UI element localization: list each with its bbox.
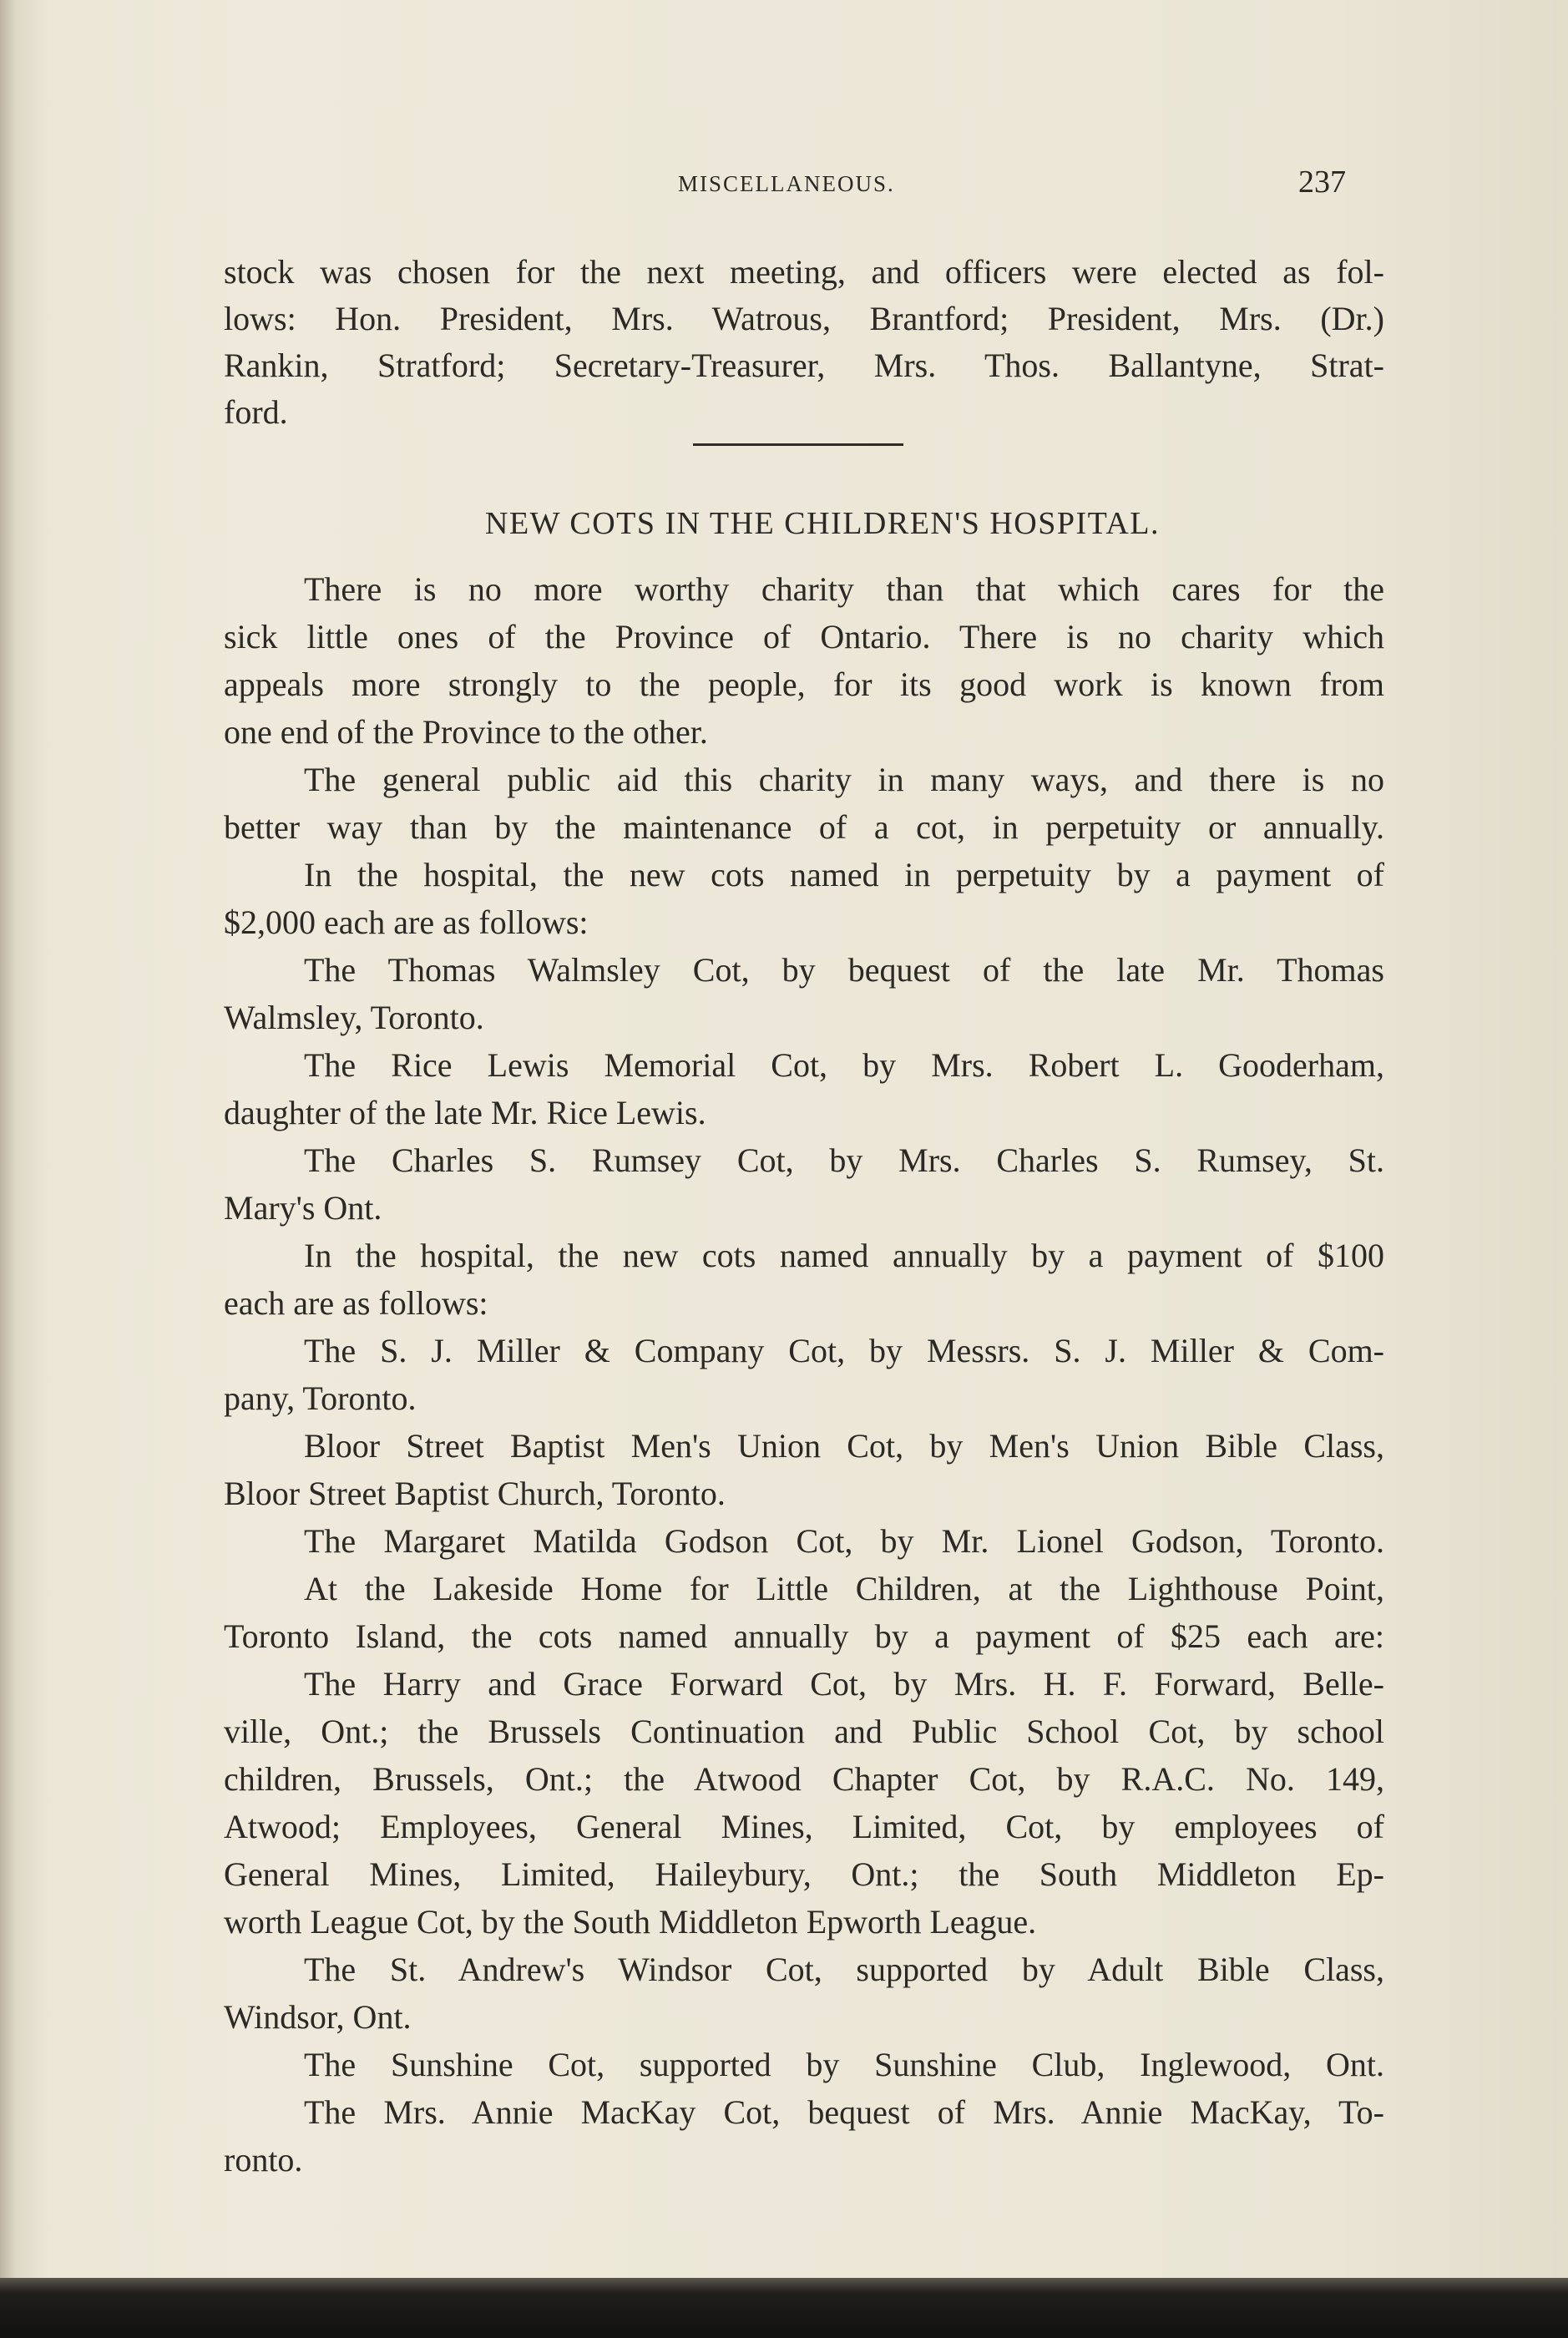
- text-line: The Sunshine Cot, supported by Sunshine Club, Inglewood, Ont.: [304, 2046, 1384, 2083]
- scan-bottom-edge: [0, 2278, 1568, 2338]
- text-line: appeals more strongly to the people, for its good work is known from: [224, 665, 1384, 703]
- text-line: one end of the Province to the other.: [224, 713, 708, 751]
- text-line: stock was chosen for the next meeting, and officers were elected as fol-: [224, 253, 1384, 291]
- text-line: The Mrs. Annie MacKay Cot, bequest of Mrs. Annie MacKay, To-: [304, 2093, 1384, 2131]
- text-line: The Margaret Matilda Godson Cot, by Mr. Lionel Godson, Toronto.: [304, 1522, 1384, 1560]
- text-line: Windsor, Ont.: [224, 1998, 412, 2036]
- text-line: The S. J. Miller & Company Cot, by Messrs. S. J. Miller & Com-: [304, 1332, 1384, 1369]
- text-line: ville, Ont.; the Brussels Continuation and Public School Cot, by school: [224, 1713, 1384, 1750]
- text-line: At the Lakeside Home for Little Children, at the Lighthouse Point,: [304, 1570, 1384, 1607]
- text-line: In the hospital, the new cots named in perpetuity by a payment of: [304, 856, 1384, 893]
- gutter-shadow: [0, 0, 15, 2338]
- text-line: Bloor Street Baptist Men's Union Cot, by Men's Union Bible Class,: [304, 1427, 1384, 1465]
- page-number: 237: [1298, 164, 1346, 200]
- text-line: Walmsley, Toronto.: [224, 999, 484, 1036]
- text-line: Toronto Island, the cots named annually by a payment of $25 each are:: [224, 1617, 1384, 1655]
- text-line: Rankin, Stratford; Secretary-Treasurer, Mrs. Thos. Ballantyne, Strat-: [224, 347, 1384, 384]
- text-line: ford.: [224, 393, 288, 431]
- text-line: The Rice Lewis Memorial Cot, by Mrs. Robert L. Gooderham,: [304, 1046, 1384, 1084]
- section-title: NEW COTS IN THE CHILDREN'S HOSPITAL.: [485, 506, 1160, 541]
- text-line: sick little ones of the Province of Ontario. There is no charity which: [224, 618, 1384, 655]
- text-line: lows: Hon. President, Mrs. Watrous, Brantford; President, Mrs. (Dr.): [224, 300, 1384, 337]
- text-line: $2,000 each are as follows:: [224, 903, 589, 941]
- text-line: The Thomas Walmsley Cot, by bequest of the late Mr. Thomas: [304, 951, 1384, 989]
- text-line: The general public aid this charity in many ways, and there is no: [304, 761, 1384, 798]
- text-line: The Harry and Grace Forward Cot, by Mrs. H. F. Forward, Belle-: [304, 1665, 1384, 1703]
- text-line: Bloor Street Baptist Church, Toronto.: [224, 1475, 726, 1512]
- text-line: ronto.: [224, 2141, 303, 2179]
- running-head: MISCELLANEOUS.: [678, 171, 895, 196]
- section-divider-rule: [693, 443, 903, 446]
- text-line: The Charles S. Rumsey Cot, by Mrs. Charles S. Rumsey, St.: [304, 1141, 1384, 1179]
- text-line: General Mines, Limited, Haileybury, Ont.; the South Middleton Ep-: [224, 1855, 1384, 1893]
- text-line: Atwood; Employees, General Mines, Limited, Cot, by employees of: [224, 1808, 1384, 1845]
- text-line: each are as follows:: [224, 1284, 488, 1322]
- text-line: The St. Andrew's Windsor Cot, supported by Adult Bible Class,: [304, 1951, 1384, 1988]
- text-line: children, Brussels, Ont.; the Atwood Chapter Cot, by R.A.C. No. 149,: [224, 1760, 1384, 1798]
- text-line: In the hospital, the new cots named annually by a payment of $100: [304, 1237, 1384, 1274]
- text-line: Mary's Ont.: [224, 1189, 382, 1227]
- text-line: worth League Cot, by the South Middleton Epworth League.: [224, 1903, 1037, 1941]
- text-line: pany, Toronto.: [224, 1379, 417, 1417]
- text-line: There is no more worthy charity than that which cares for the: [304, 570, 1384, 608]
- text-line: better way than by the maintenance of a cot, in perpetuity or annually.: [224, 808, 1384, 846]
- text-line: daughter of the late Mr. Rice Lewis.: [224, 1094, 706, 1131]
